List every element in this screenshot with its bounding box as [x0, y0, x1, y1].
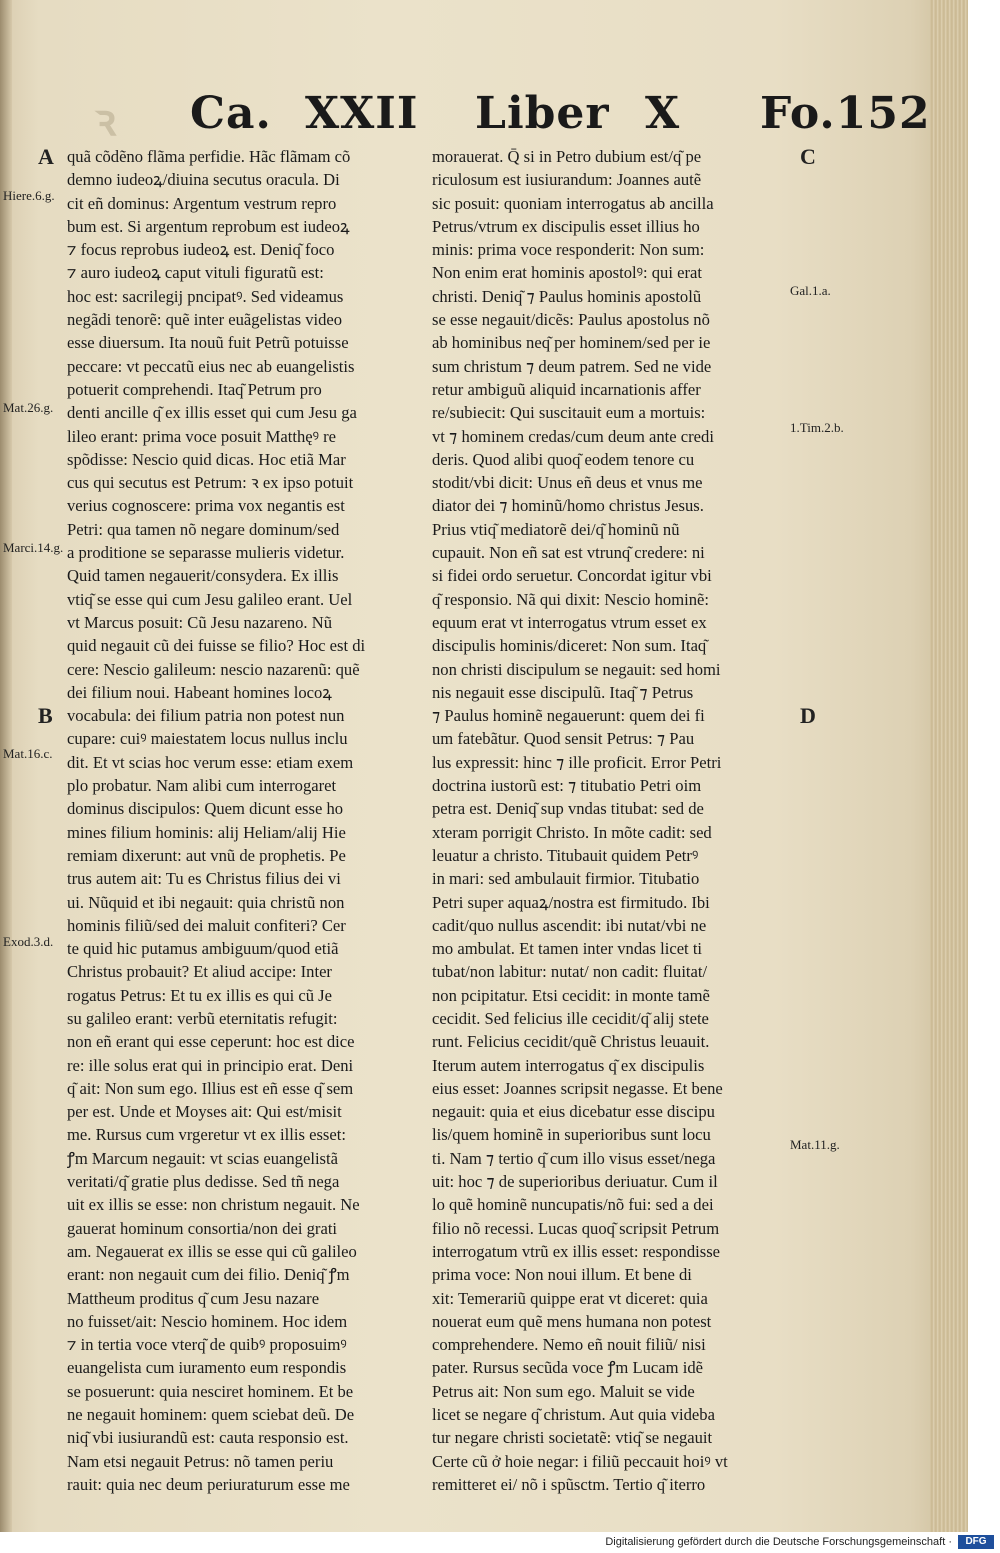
text-line: ne negauit hominem: quem sciebat deũ. De [67, 1405, 355, 1425]
text-line: christi. Deniq͂ ⁊ Paulus hominis apostolũ [432, 286, 702, 306]
text-line: per est. Unde et Moyses ait: Qui est/misit [67, 1102, 342, 1122]
text-line: remitteret ei/ nõ i spũsctm. Tertio q͂ iterro [432, 1474, 706, 1494]
text-line: te quid hic putamus ambiguum/quod etiã [67, 939, 339, 959]
text-line: verius cognoscere: prima vox negantis est [67, 496, 345, 516]
text-line: Certe cũ ở hoie negar: i filiũ peccauit hoiꝰ vt [432, 1451, 728, 1471]
text-line: ⁊ auro iudeoꝝ caput vituli figuratũ est: [67, 263, 324, 283]
text-line: potuerit comprehendi. Itaq͂ Petrum pro [67, 379, 322, 399]
text-line: spõdisse: Nescio quid dicas. Hoc etiã Mar [67, 449, 346, 469]
text-line: non eñ erant qui esse ceperunt: hoc est dice [67, 1032, 355, 1052]
running-header [95, 88, 931, 148]
text-line: Mattheum proditus q͂ cum Jesu nazare [67, 1288, 320, 1308]
footer-credit: Digitalisierung gefördert durch die Deutsche Forschungsgemeinschaft · [605, 1536, 952, 1548]
text-line: am. Negauerat ex illis se esse qui cũ galileo [67, 1241, 357, 1261]
text-line: leuatur a christo. Titubauit quidem Petrꝰ [432, 845, 699, 865]
margin-letter-b: B [38, 703, 53, 728]
text-line: pater. Rursus secũda voce ꝭm Lucam idẽ [432, 1358, 703, 1378]
text-line: veritati/q͂ gratie plus dedisse. Sed tñ nega [67, 1172, 340, 1192]
margin-note-hiere: Hiere.6.g. [3, 188, 55, 203]
text-line: sum christum ⁊ deum patrem. Sed ne vide [432, 356, 712, 376]
text-line: ⁊ in tertia voce vterq͂ de quibꝰ proposuimꝰ [67, 1335, 347, 1355]
margin-letter-a: A [38, 144, 54, 169]
text-line: cere: Nescio galileum: nescio nazarenũ: quẽ [67, 659, 360, 679]
text-line: cus qui secutus est Petrum: ꝛ ex ipso potuit [67, 473, 354, 493]
text-line: quid negauit cũ dei fuisse se filio? Hoc est di [67, 636, 366, 656]
text-line: dit. Et vt scias hoc verum esse: etiam exem [67, 752, 354, 772]
dfg-logo-icon: DFG [958, 1535, 994, 1549]
text-line: vt ⁊ hominem credas/cum deum ante credi [432, 426, 714, 446]
text-line: negauit: quia et eius dicebatur esse discipu [432, 1102, 715, 1122]
text-line: plo probatur. Nam alibi cum interrogaret [67, 776, 337, 796]
text-line: mines filium hominis: alij Heliam/alij Hie [67, 822, 346, 842]
text-line: Petri: qua tamen nõ negare dominum/sed [67, 519, 340, 539]
margin-note-tim2: 1.Tim.2.b. [790, 420, 844, 435]
text-line: uit: hoc ⁊ de superioribus deriuatur. Cum il [432, 1172, 718, 1192]
page-spine-shadow [0, 0, 12, 1532]
text-line: doctrina iustorũ est: ⁊ titubatio Petri oim [432, 776, 702, 796]
text-line: non christi discipulum se negauit: sed homi [432, 659, 721, 679]
text-line: me. Rursus cum vrgeretur vt ex illis esset: [67, 1125, 346, 1145]
text-line: deris. Quod alibi quoq͂ eodem tenore cu [432, 449, 695, 469]
margin-note-mat26: Mat.26.g. [3, 400, 54, 415]
text-line: retur ambiguũ aliquid incarnationis affer [432, 379, 701, 399]
text-line: ui. Nũquid et ibi negauit: quia christũ non [67, 892, 345, 912]
margin-letter-c: C [800, 144, 816, 169]
text-line: a proditione se separasse mulieris videtur. [67, 543, 345, 563]
text-line: Christus probauit? Et aliud accipe: Inter [67, 962, 332, 982]
text-line: lus expressit: hinc ⁊ ille proficit. Error Petri [432, 752, 722, 772]
margin-note-exod3: Exod.3.d. [3, 934, 54, 949]
text-line: mo ambulat. Et tamen inter vndas licet ti [432, 939, 703, 959]
text-line: Non enim erat hominis apostolꝰ: qui erat [432, 263, 702, 283]
text-line: re: ille solus erat qui in principio erat. Deni [67, 1055, 354, 1075]
text-line: euangelista cum iuramento eum respondis [67, 1358, 347, 1378]
text-line: ꝭm Marcum negauit: vt scias euangelistã [67, 1148, 338, 1168]
header-folio: Fo.152 [760, 88, 931, 139]
text-line: lo quẽ hominẽ nuncupatis/nõ fui: sed a dei [432, 1195, 714, 1215]
text-line: bum est. Si argentum reprobum est iudeoꝝ [67, 216, 350, 236]
header-book-number: X [645, 88, 681, 139]
text-line: vt Marcus posuit: Cũ Jesu nazareno. Nũ [67, 612, 332, 632]
text-line: non pcipitatur. Etsi cecidit: in monte tamẽ [432, 985, 710, 1005]
text-line: demno iudeoꝝ/diuina secutus oracula. Di [67, 170, 340, 190]
text-line: no fuisset/ait: Nescio hominem. Hoc idem [67, 1311, 348, 1331]
text-line: tubat/non labitur: nutat/ non cadit: fluitat/ [432, 962, 708, 982]
text-line: negãdi tenorẽ: quẽ inter euãgelistas video [67, 310, 343, 330]
text-line: um fatebãtur. Quod sensit Petrus: ⁊ Pau [432, 729, 695, 749]
margin-letter-d: D [800, 703, 816, 728]
text-line: xit: Temerariũ quippe erat vt diceret: quia [432, 1288, 708, 1308]
text-line: sic posuit: quoniam interrogatus ab ancilla [432, 193, 714, 213]
text-line: ⁊ Paulus hominẽ negauerunt: quem dei fi [432, 706, 705, 726]
text-line: lis/quem hominẽ in superioribus sunt locu [432, 1125, 711, 1145]
text-line: uit ex illis se esse: non christum negauit. Ne [67, 1195, 360, 1215]
text-line: denti ancille q͂ ex illis esset qui cum Jesu ga [67, 403, 357, 423]
text-line: nis negauit esse discipulũ. Itaq͂ ⁊ Petrus [432, 682, 694, 702]
text-line: runt. Felicius cecidit/quẽ Christus leuauit. [432, 1032, 710, 1052]
text-line: cupare: cuiꝰ maiestatem locus nullus inclu [67, 729, 348, 749]
text-line: vtiq͂ se esse qui cum Jesu galileo erant. Uel [67, 589, 353, 609]
text-line: equum erat vt interrogatus vtrum esset ex [432, 612, 707, 632]
text-line: Prius vtiq͂ mediatorẽ dei/q͂ hominũ nũ [432, 519, 680, 539]
text-line: q͂ ait: Non sum ego. Illius est eñ esse q͂ sem [67, 1078, 354, 1098]
text-line: vocabula: dei filium patria non potest nun [67, 706, 345, 726]
text-line: esse diuersum. Ita nouũ fuit Petrũ potuisse [67, 333, 349, 353]
header-chapter-number: XXII [305, 88, 419, 139]
text-line: su galileo erant: verbũ eternitatis refugit: [67, 1008, 338, 1028]
text-line: xteram porrigit Christo. In mõte cadit: sed [432, 822, 712, 842]
text-line: se posuerunt: quia nesciret hominem. Et be [67, 1381, 354, 1401]
text-line: discipulis hominis/diceret: Non sum. Itaq͂ [432, 636, 707, 656]
text-line: erant: non negauit cum dei filio. Deniq͂ ꝭm [67, 1265, 350, 1285]
header-chapter: Ca. [190, 88, 272, 139]
text-line: interrogatum vtrũ ex illis esset: respondisse [432, 1241, 721, 1261]
text-line: filio nõ recessi. Lucas quoq͂ scripsit Petrum [432, 1218, 720, 1238]
header-book: Liber [475, 88, 610, 139]
text-line: re/subiecit: Qui suscitauit eum a mortuis: [432, 403, 706, 423]
text-line: quã cõdẽno flãma perfidie. Hãc flãmam cõ [67, 147, 351, 166]
text-line: tur negare christi societatẽ: vtiq͂ se negauit [432, 1428, 713, 1448]
right-text-column [432, 145, 792, 1496]
margin-note-mat16: Mat.16.c. [3, 746, 53, 761]
text-line: riculosum est iusiurandum: Joannes autẽ [432, 170, 702, 190]
left-text-column [67, 145, 415, 1496]
text-line: hoc est: sacrilegij pncipatꝰ. Sed videamus [67, 286, 344, 306]
text-line: Iterum autem interrogatus q͂ ex discipulis [432, 1055, 705, 1075]
text-line: se esse negauit/dicẽs: Paulus apostolus nõ [432, 310, 710, 330]
text-line: cecidit. Sed felicius ille cecidit/q͂ alij stete [432, 1008, 709, 1028]
text-line: comprehendere. Nemo eñ nouit filiũ/ nisi [432, 1335, 706, 1355]
text-line: trus autem ait: Tu es Christus filius dei vi [67, 869, 341, 889]
text-line: morauerat. Q̄ si in Petro dubium est/q͂ pe [432, 147, 702, 166]
text-line: hominis filiũ/sed dei maluit confiteri? Cer [67, 915, 346, 935]
text-line: ti. Nam ⁊ tertio q͂ cum illo visus esset/nega [432, 1148, 716, 1168]
text-line: Petrus ait: Non sum ego. Maluit se vide [432, 1381, 695, 1401]
text-line: prima voce: Non noui illum. Et bene di [432, 1265, 692, 1285]
text-line: q͂ responsio. Nã qui dixit: Nescio hominẽ: [432, 589, 709, 609]
text-line: cadit/quo nullus ascendit: ibi nutat/vbi ne [432, 915, 707, 935]
text-line: gauerat hominum consortia/non dei grati [67, 1218, 338, 1238]
text-line: lileo erant: prima voce posuit Matthęꝰ re [67, 426, 336, 446]
text-line: si fidei ordo seruetur. Concordat igitur vbi [432, 566, 712, 586]
text-line: Petri super aquaꝝ/nostra est firmitudo. Ibi [432, 892, 710, 912]
text-line: ⁊ focus reprobus iudeoꝝ est. Deniq͂ foco [67, 240, 335, 260]
text-line: Petrus/vtrum ex discipulis esset illius ho [432, 216, 700, 236]
digitization-footer [0, 1532, 1000, 1553]
margin-note-marci14: Marci.14.g. [3, 540, 64, 555]
margin-note-mat11: Mat.11.g. [790, 1137, 840, 1152]
text-line: niq͂ vbi iusiurandũ est: cauta responsio est. [67, 1428, 349, 1448]
text-line: nouerat eum quẽ mens humana non potest [432, 1311, 712, 1331]
text-line: licet se negare q͂ christum. Aut quia videba [432, 1405, 715, 1425]
text-line: peccare: vt peccatũ eius nec ab euangelistis [67, 356, 355, 376]
text-line: rogatus Petrus: Et tu ex illis es qui cũ Je [67, 985, 333, 1005]
text-line: Quid tamen negauerit/consydera. Ex illis [67, 566, 339, 586]
text-line: in mari: sed ambulauit firmior. Titubatio [432, 869, 700, 889]
text-line: rauit: quia nec deum periuraturum esse me [67, 1474, 350, 1494]
text-line: ab hominibus neq͂ per hominem/sed per ie [432, 333, 711, 353]
page-fore-edge [930, 0, 968, 1532]
margin-note-gal1: Gal.1.a. [790, 283, 831, 298]
text-line: Nam etsi negauit Petrus: nõ tamen periu [67, 1451, 334, 1471]
header-bleedthrough: ꝛ [95, 95, 117, 146]
text-line: cupauit. Non eñ sat est vtrunq͂ credere: ni [432, 543, 705, 563]
text-line: dominus discipulos: Quem dicunt esse ho [67, 799, 344, 819]
text-line: stodit/vbi dicit: Unus eñ deus et vnus me [432, 473, 703, 493]
text-line: remiam dixerunt: aut vnũ de prophetis. Pe [67, 845, 346, 865]
text-line: eius esset: Joannes scripsit negasse. Et bene [432, 1078, 723, 1098]
text-line: dei filium noui. Habeant homines locoꝝ [67, 682, 332, 702]
text-line: minis: prima voce responderit: Non sum: [432, 240, 705, 260]
text-line: diator dei ⁊ hominũ/homo christus Jesus. [432, 496, 704, 516]
text-line: cit eñ dominus: Argentum vestrum repro [67, 193, 337, 213]
text-line: petra est. Deniq͂ sup vndas titubat: sed de [432, 799, 704, 819]
